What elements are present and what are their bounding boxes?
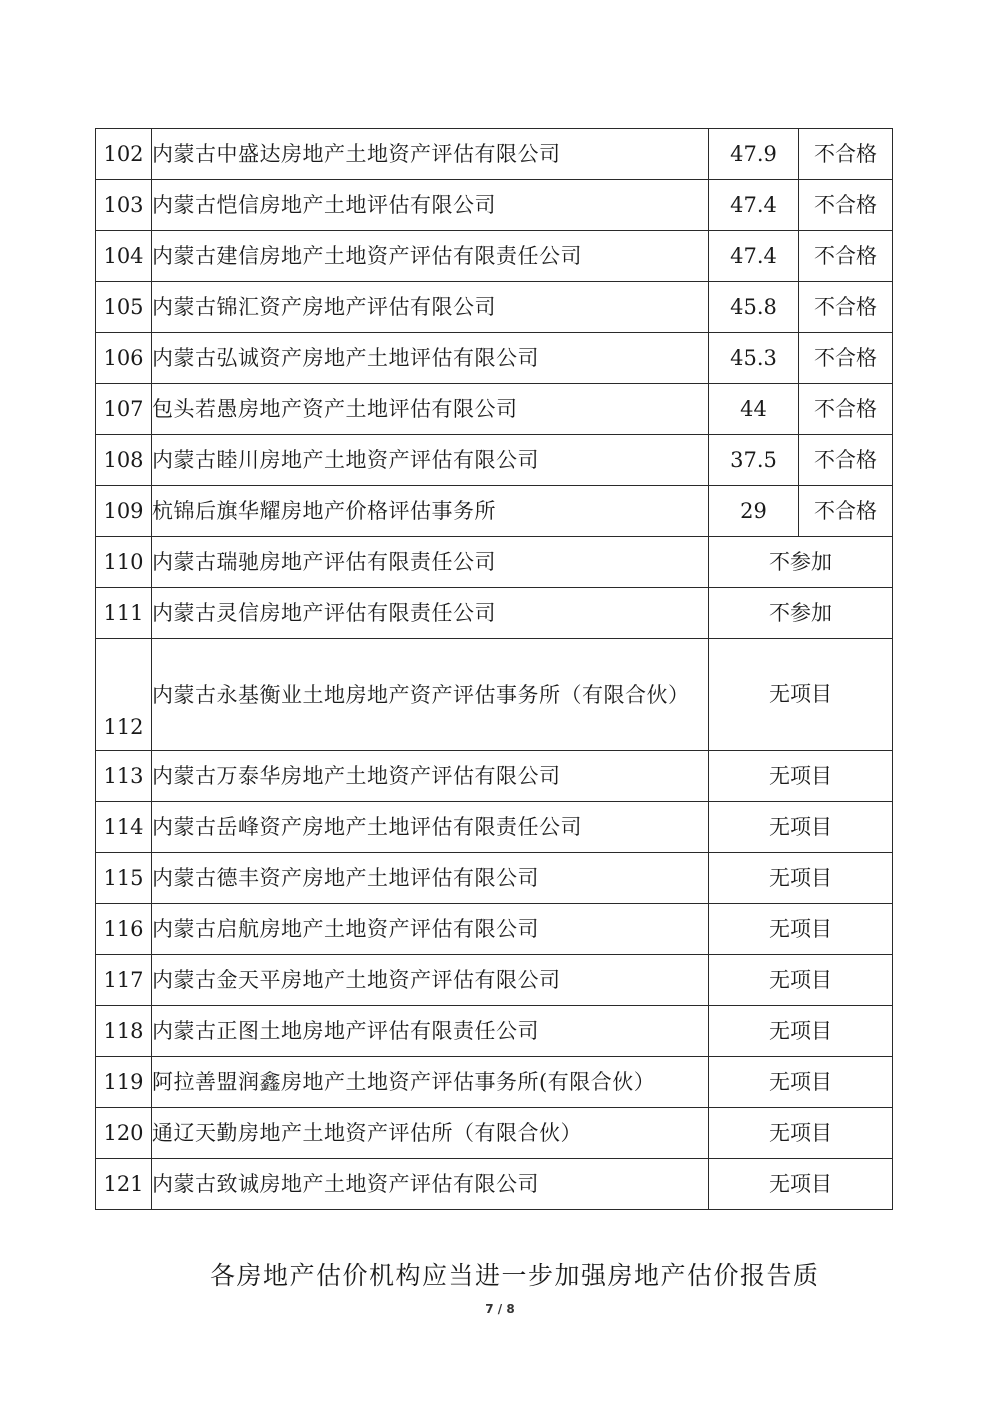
status-cell: 无项目 [709,802,893,853]
row-number: 121 [96,1159,152,1210]
row-number: 108 [96,435,152,486]
row-number: 102 [96,129,152,180]
result-cell: 不合格 [799,282,893,333]
institution-name: 内蒙古德丰资产房地产土地评估有限公司 [152,853,709,904]
institution-name: 内蒙古致诚房地产土地资产评估有限公司 [152,1159,709,1210]
page-number: 7 / 8 [485,1302,515,1316]
table-row [96,802,893,853]
row-number: 112 [96,639,152,751]
score-cell: 29 [709,486,799,537]
institution-name: 内蒙古建信房地产土地资产评估有限责任公司 [152,231,709,282]
row-number: 107 [96,384,152,435]
table-row [96,1006,893,1057]
institution-name: 内蒙古永基衡业土地房地产资产评估事务所（有限合伙） [152,639,709,751]
status-cell: 无项目 [709,853,893,904]
row-number: 104 [96,231,152,282]
table-row [96,588,893,639]
institution-name: 内蒙古正图土地房地产评估有限责任公司 [152,1006,709,1057]
table-row [96,486,893,537]
row-number: 118 [96,1006,152,1057]
table-row [96,282,893,333]
status-cell: 无项目 [709,1159,893,1210]
row-number: 115 [96,853,152,904]
table-row [96,853,893,904]
institution-name: 杭锦后旗华耀房地产价格评估事务所 [152,486,709,537]
institution-name: 内蒙古金天平房地产土地资产评估有限公司 [152,955,709,1006]
table-row [96,537,893,588]
row-number: 120 [96,1108,152,1159]
institution-name: 内蒙古弘诚资产房地产土地评估有限公司 [152,333,709,384]
score-cell: 47.4 [709,180,799,231]
status-cell: 无项目 [709,1057,893,1108]
institution-name: 内蒙古恺信房地产土地评估有限公司 [152,180,709,231]
status-cell: 无项目 [709,751,893,802]
score-cell: 45.8 [709,282,799,333]
row-number: 106 [96,333,152,384]
results-table [95,128,893,1210]
status-cell: 无项目 [709,1108,893,1159]
score-cell: 47.9 [709,129,799,180]
status-cell: 不参加 [709,537,893,588]
result-cell: 不合格 [799,384,893,435]
table-row [96,231,893,282]
result-cell: 不合格 [799,129,893,180]
institution-name: 内蒙古万泰华房地产土地资产评估有限公司 [152,751,709,802]
score-cell: 37.5 [709,435,799,486]
score-cell: 44 [709,384,799,435]
institution-name: 内蒙古启航房地产土地资产评估有限公司 [152,904,709,955]
institution-name: 包头若愚房地产资产土地评估有限公司 [152,384,709,435]
closing-paragraph: 各房地产估价机构应当进一步加强房地产估价报告质 [210,1261,820,1290]
table-row [96,435,893,486]
status-cell: 无项目 [709,1006,893,1057]
status-cell: 不参加 [709,588,893,639]
table-row [96,384,893,435]
score-cell: 45.3 [709,333,799,384]
table-row [96,955,893,1006]
table-row [96,333,893,384]
table-row [96,639,893,751]
table-row [96,180,893,231]
table-row [96,904,893,955]
row-number: 111 [96,588,152,639]
row-number: 105 [96,282,152,333]
table-row [96,129,893,180]
institution-name: 阿拉善盟润鑫房地产土地资产评估事务所(有限合伙） [152,1057,709,1108]
results-table-body [96,129,893,1210]
institution-name: 内蒙古锦汇资产房地产评估有限公司 [152,282,709,333]
institution-name: 内蒙古灵信房地产评估有限责任公司 [152,588,709,639]
table-row [96,1159,893,1210]
row-number: 114 [96,802,152,853]
result-cell: 不合格 [799,333,893,384]
institution-name: 通辽天勤房地产土地资产评估所（有限合伙） [152,1108,709,1159]
result-cell: 不合格 [799,231,893,282]
row-number: 116 [96,904,152,955]
institution-name: 内蒙古岳峰资产房地产土地评估有限责任公司 [152,802,709,853]
status-cell: 无项目 [709,639,893,751]
table-row [96,751,893,802]
row-number: 103 [96,180,152,231]
row-number: 113 [96,751,152,802]
institution-name: 内蒙古瑞驰房地产评估有限责任公司 [152,537,709,588]
score-cell: 47.4 [709,231,799,282]
result-cell: 不合格 [799,486,893,537]
row-number: 119 [96,1057,152,1108]
institution-name: 内蒙古睦川房地产土地资产评估有限公司 [152,435,709,486]
row-number: 117 [96,955,152,1006]
result-cell: 不合格 [799,435,893,486]
institution-name: 内蒙古中盛达房地产土地资产评估有限公司 [152,129,709,180]
row-number: 110 [96,537,152,588]
row-number: 109 [96,486,152,537]
status-cell: 无项目 [709,904,893,955]
status-cell: 无项目 [709,955,893,1006]
result-cell: 不合格 [799,180,893,231]
table-row [96,1057,893,1108]
table-row [96,1108,893,1159]
